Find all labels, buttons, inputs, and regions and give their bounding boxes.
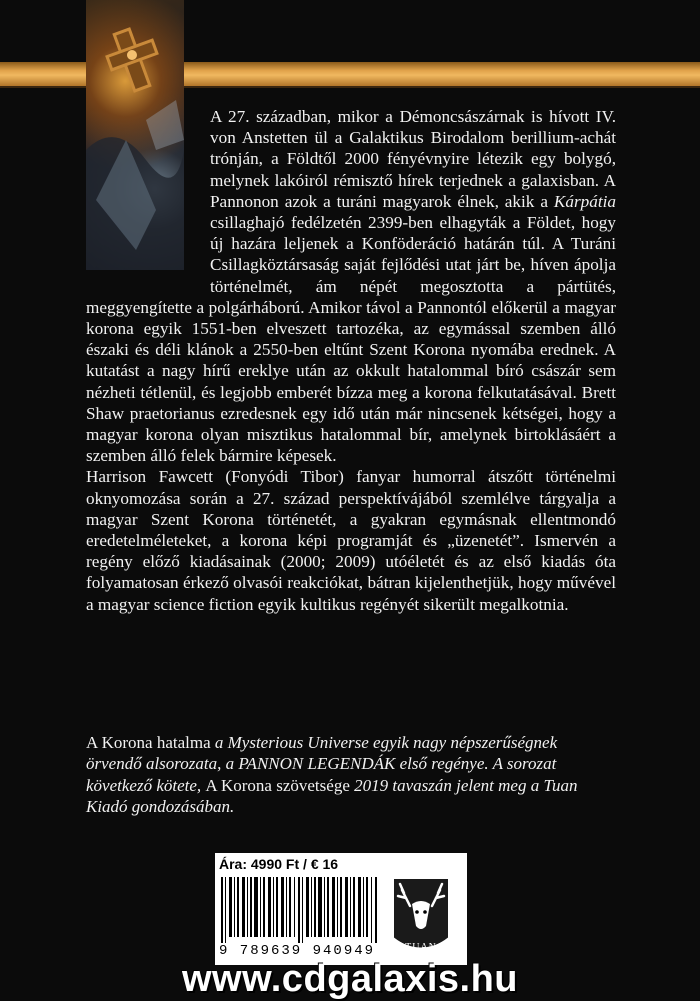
next-book-title: A Korona szövetsége: [205, 775, 350, 795]
blurb-text: [86, 106, 616, 615]
book-title: A Korona hatalma: [86, 733, 211, 752]
blurb-paragraph-1: A 27. században, mikor a Démoncsászárnak is hívott IV. von Anstetten ül a Galaktikus Birodalom berillium-achát trónján, a Földtől 2000 fényévnyire létezik egy bolygó, melynek lakóiról rémisztő hírek terjednek a galaxisban. A Pannonon azok a turáni magyarok élnek, akik a Kárpátia csillaghajó fedélzetén 2399-ben elhagyták a Földet, hogy új hazára leljenek a Konföderáció határán túl. A Turáni Csillagköztársaság saját fejlődési utat járt be, híven ápolja történelmét, ám népét megosztotta a pártütés, meggyengítette a polgárháború. Amikor távol a Pannontól előkerül a magyar korona egyik 1551-ben elveszett tartozéka, az egymással szemben álló északi és déli klánok a 2550-ben eltűnt Szent Korona nyomába erednek. A kutatást a nagy hírű ereklye után az okkult hatalommal bíró császár sem nézheti tétlenül, és legjobb emberét bízza meg a korona felkutatásával. Brett Shaw praetorianus ezredesnek egy idő után már nincsenek kétségei, hogy a magyar korona olyan misztikus hatalommal bír, amelynek birtoklásáért a szemben álló felek bármire képesek.: [86, 107, 616, 466]
series-note: A Korona hatalma a Mysterious Universe egyik nagy népszerűségnek örvendő alsorozata, a PANNON LEGENDÁK első regénye. A sorozat következő kötete, A Korona szövetsége 2019 tavaszán jelent meg a Tuan Kiadó gondozásában.: [86, 733, 578, 817]
ship-name: Kárpátia: [553, 191, 616, 211]
publisher-name: TUAN: [405, 942, 437, 953]
website-watermark[interactable]: www.cdgalaxis.hu: [181, 958, 518, 1000]
barcode-icon: [221, 877, 381, 943]
price-label: Ára: 4990 Ft / € 16: [219, 856, 339, 872]
isbn-number: 9 789639 940949: [219, 943, 376, 959]
art-wrap-spacer: [86, 106, 210, 296]
publisher-logo: [388, 868, 454, 960]
blurb-paragraph-2: Harrison Fawcett (Fonyódi Tibor) fanyar humorral átszőtt történelmi oknyomozása során a 27. század perspektívájából szemlélve tárgyalja a magyar Szent Korona történetét, a gyakran egymásnak ellentmondó eredetelméleteket, a korona képi programját és „üzenetét”. Ismervén a regény előző kiadásainak (2000; 2009) utóéletét és az első kiadás óta folyamatosan érkező olvasói reakciókat, bátran kijelenthetjük, hogy művével a magyar science fiction egyik kultikus regényét sikerült megalkotnia.: [86, 467, 616, 614]
